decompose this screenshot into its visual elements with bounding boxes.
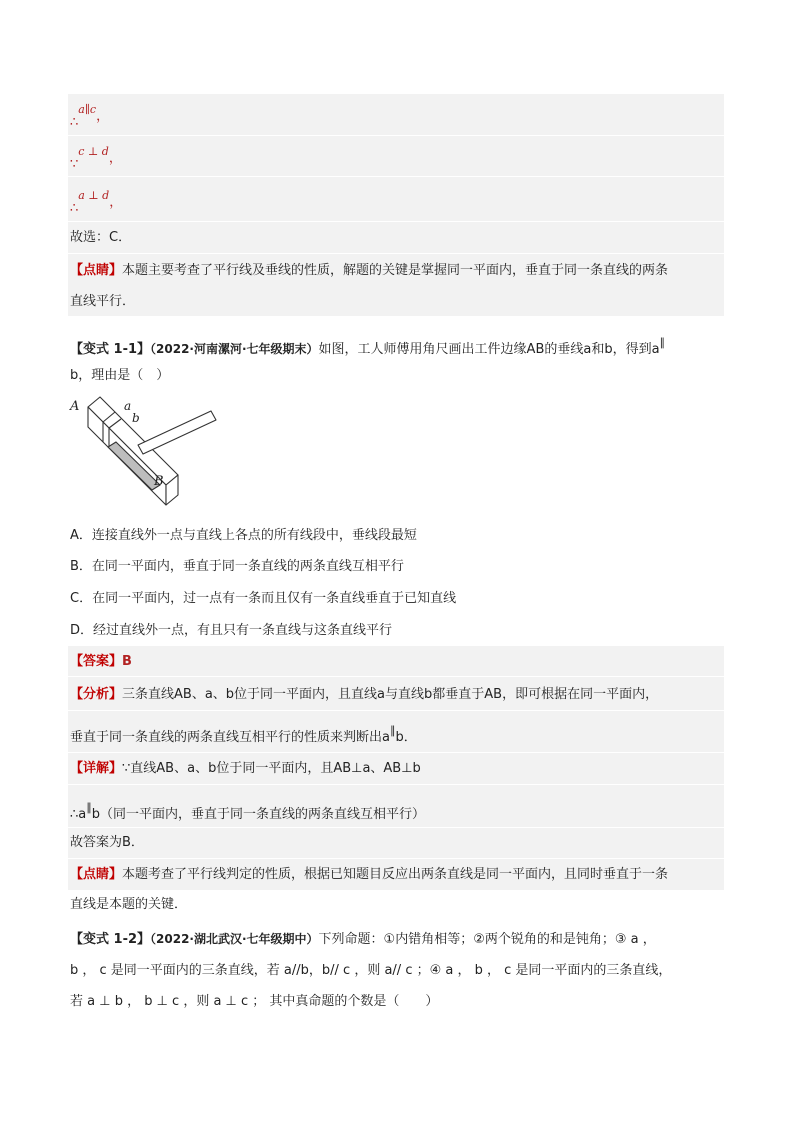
step-expression: c ⊥ d [78,145,109,158]
comment-line-2: 直线是本题的关键． [70,897,188,912]
variant-1-2-line-3: 若 a ⊥ b ， b ⊥ c ，则 a ⊥ c ； 其中真命题的个数是（ ） [70,994,439,1009]
option-a: A．连接直线外一点与直线上各点的所有线段中，垂线段最短 [70,528,417,543]
step-expression: a ⊥ d [78,189,110,202]
because-symbol: ∵ [70,157,79,172]
answer-choice-line: 故选：C． [70,230,132,245]
parallel-symbol: ∥ [389,724,396,737]
analysis-line-2: 垂直于同一条直线的两条直线互相平行的性质来判断出a∥b． [70,724,417,745]
variant-source: （2022·湖北武汉·七年级期中） [150,932,319,946]
step-therefore-a-parallel-c: ∴$^{a\parallel c}$， [70,103,110,130]
analysis-tag: 【分析】 [70,687,123,702]
detail-line-3: 故答案为B． [70,835,144,850]
label-A: A [70,399,80,414]
label-b: b [132,411,140,425]
variant-1-2-line-1: 【变式 1-2】（2022·湖北武汉·七年级期中）下列命题：①内错角相等；②两个锐角的和是钝角；③ a ， [70,932,656,947]
step-therefore-a-perp-d: ∴$^{a \perp d}$， [70,189,123,216]
variant-1-1-stem-line-2: b，理由是（ ） [70,368,170,383]
workpiece-square-figure [68,392,228,516]
answer-value: B [122,654,132,669]
answer-line [70,653,132,671]
therefore-symbol: ∴ [70,115,79,130]
detail-line-1: 【详解】∵直线AB、a、b位于同一平面内，且AB⊥a、AB⊥b [70,761,421,776]
option-b: B．在同一平面内，垂直于同一条直线的两条直线互相平行 [70,559,404,574]
option-c: C．在同一平面内，过一点有一条而且仅有一条直线垂直于已知直线 [70,591,457,606]
comment-line-1: 【点睛】本题主要考查了平行线及垂线的性质，解题的关键是掌握同一平面内，垂直于同一条直线的两条 [70,263,669,278]
variant-1-2-line-2: b ， c 是同一平面内的三条直线，若 a//b，b// c ，则 a// c ；④ a ， b ， c 是同一平面内的三条直线， [70,963,672,978]
step-expression: a∥c [78,103,97,116]
therefore-symbol: ∴ [70,201,79,216]
variant-1-1-stem-line-1: 【变式 1-1】（2022·河南漯河·七年级期末）如图，工人师傅用角尺画出工件边缘AB的垂线a和b，得到a∥ [70,336,666,357]
parallel-symbol: ∥ [659,336,666,349]
square-long-arm [138,411,216,454]
detail-line-2: ∴a∥b（同一平面内，垂直于同一条直线的两条直线互相平行） [70,801,426,822]
comment-line-2: 直线平行． [70,294,136,309]
step-because-c-perp-d: ∵$^{c \perp d}$， [70,145,122,172]
analysis-line-1: 【分析】三条直线AB、a、b位于同一平面内，且直线a与直线b都垂直于AB，即可根据在同一平面内， [70,687,659,702]
solution-block-top [68,94,724,316]
variant-tag: 【变式 1-2】 [70,932,151,947]
detail-tag: 【详解】 [70,761,123,776]
answer-tag: 【答案】 [70,654,123,669]
option-d: D．经过直线外一点，有且只有一条直线与这条直线平行 [70,623,393,638]
variant-tag: 【变式 1-1】 [70,342,151,357]
comment-tag: 【点睛】 [70,867,123,882]
label-B: B [154,474,164,489]
comment-line-1: 【点睛】本题考查了平行线判定的性质，根据已知题目反应出两条直线是同一平面内，且同时垂直于一条 [70,867,669,882]
parallel-symbol: ∥ [86,801,92,814]
label-a: a [124,399,132,413]
variant-source: （2022·河南漯河·七年级期末） [150,342,319,356]
comment-tag: 【点睛】 [70,263,123,278]
